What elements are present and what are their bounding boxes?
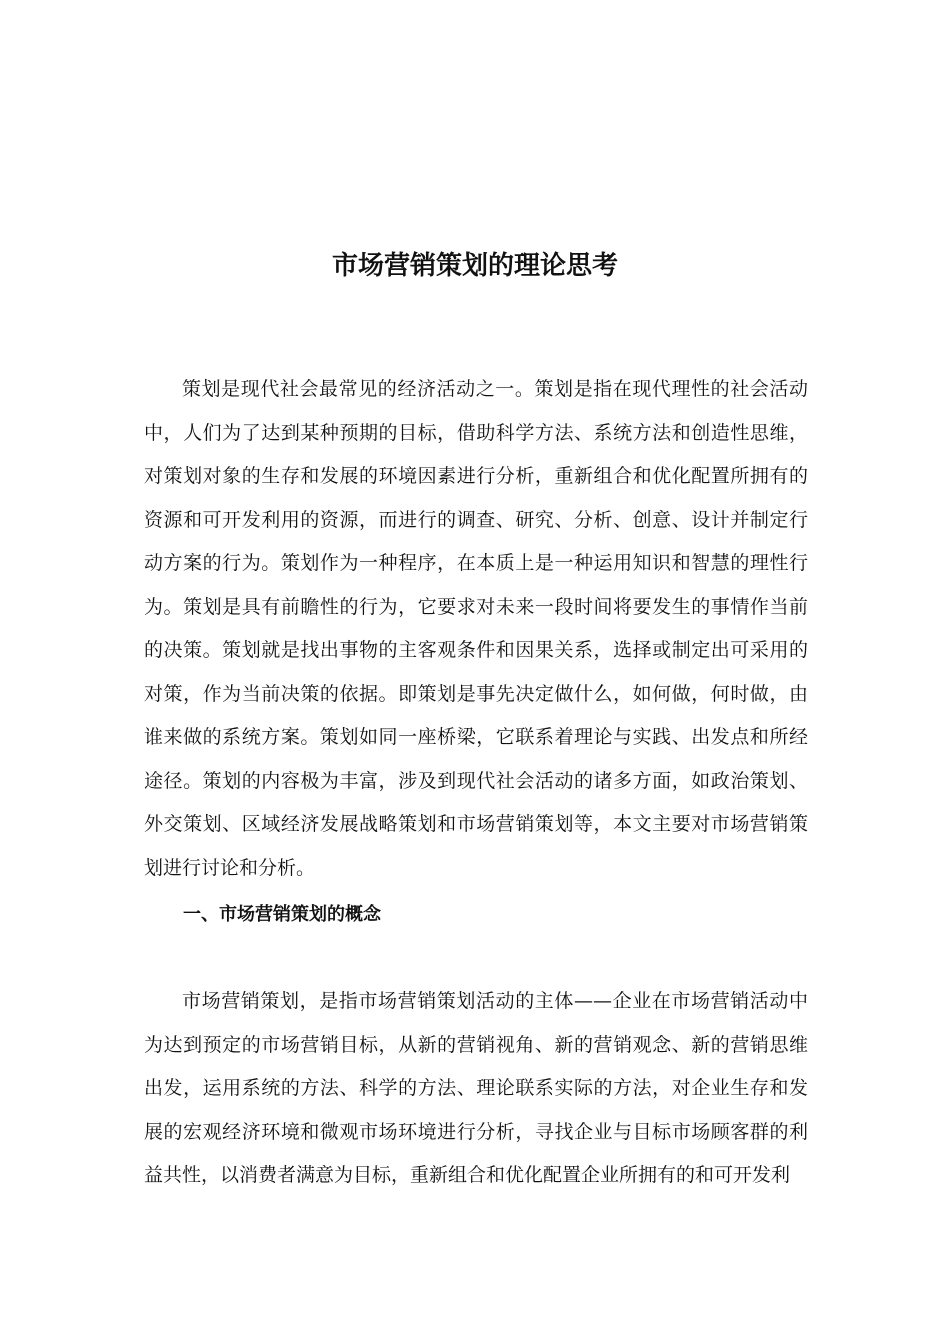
section-heading: 一、市场营销策划的概念: [183, 904, 381, 925]
body-paragraph-concept: 市场营销策划，是指市场营销策划活动的主体——企业在市场营销活动中为达到预定的市场营销目标，从新的营销视角、新的营销观念、新的营销思维出发，运用系统的方法、科学的方法、理论联系实际的方法，对企业生存和发展的宏观经济环境和微观市场环境进行分析，寻找企业与目标市场顾客群的利益共性，以消费者满意为目标，重新组合和优化配置企业所拥有的和可开发利: [144, 990, 808, 1186]
body-paragraph-intro: 策划是现代社会最常见的经济活动之一。策划是指在现代理性的社会活动中，人们为了达到某种预期的目标，借助科学方法、系统方法和创造性思维，对策划对象的生存和发展的环境因素进行分析，重新组合和优化配置所拥有的资源和可开发利用的资源，而进行的调查、研究、分析、创意、设计并制定行动方案的行为。策划作为一种程序，在本质上是一种运用知识和智慧的理性行为。策划是具有前瞻性的行为，它要求对未来一段时间将要发生的事情作当前的决策。策划就是找出事物的主客观条件和因果关系，选择或制定出可采用的对策，作为当前决策的依据。即策划是事先决定做什么，如何做，何时做，由谁来做的系统方案。策划如同一座桥梁，它联系着理论与实践、出发点和所经途径。策划的内容极为丰富，涉及到现代社会活动的诸多方面，如政治策划、外交策划、区域经济发展战略策划和市场营销策划等，本文主要对市场营销策划进行讨论和分析。: [144, 378, 808, 879]
document-title: 市场营销策划的理论思考: [331, 251, 618, 281]
